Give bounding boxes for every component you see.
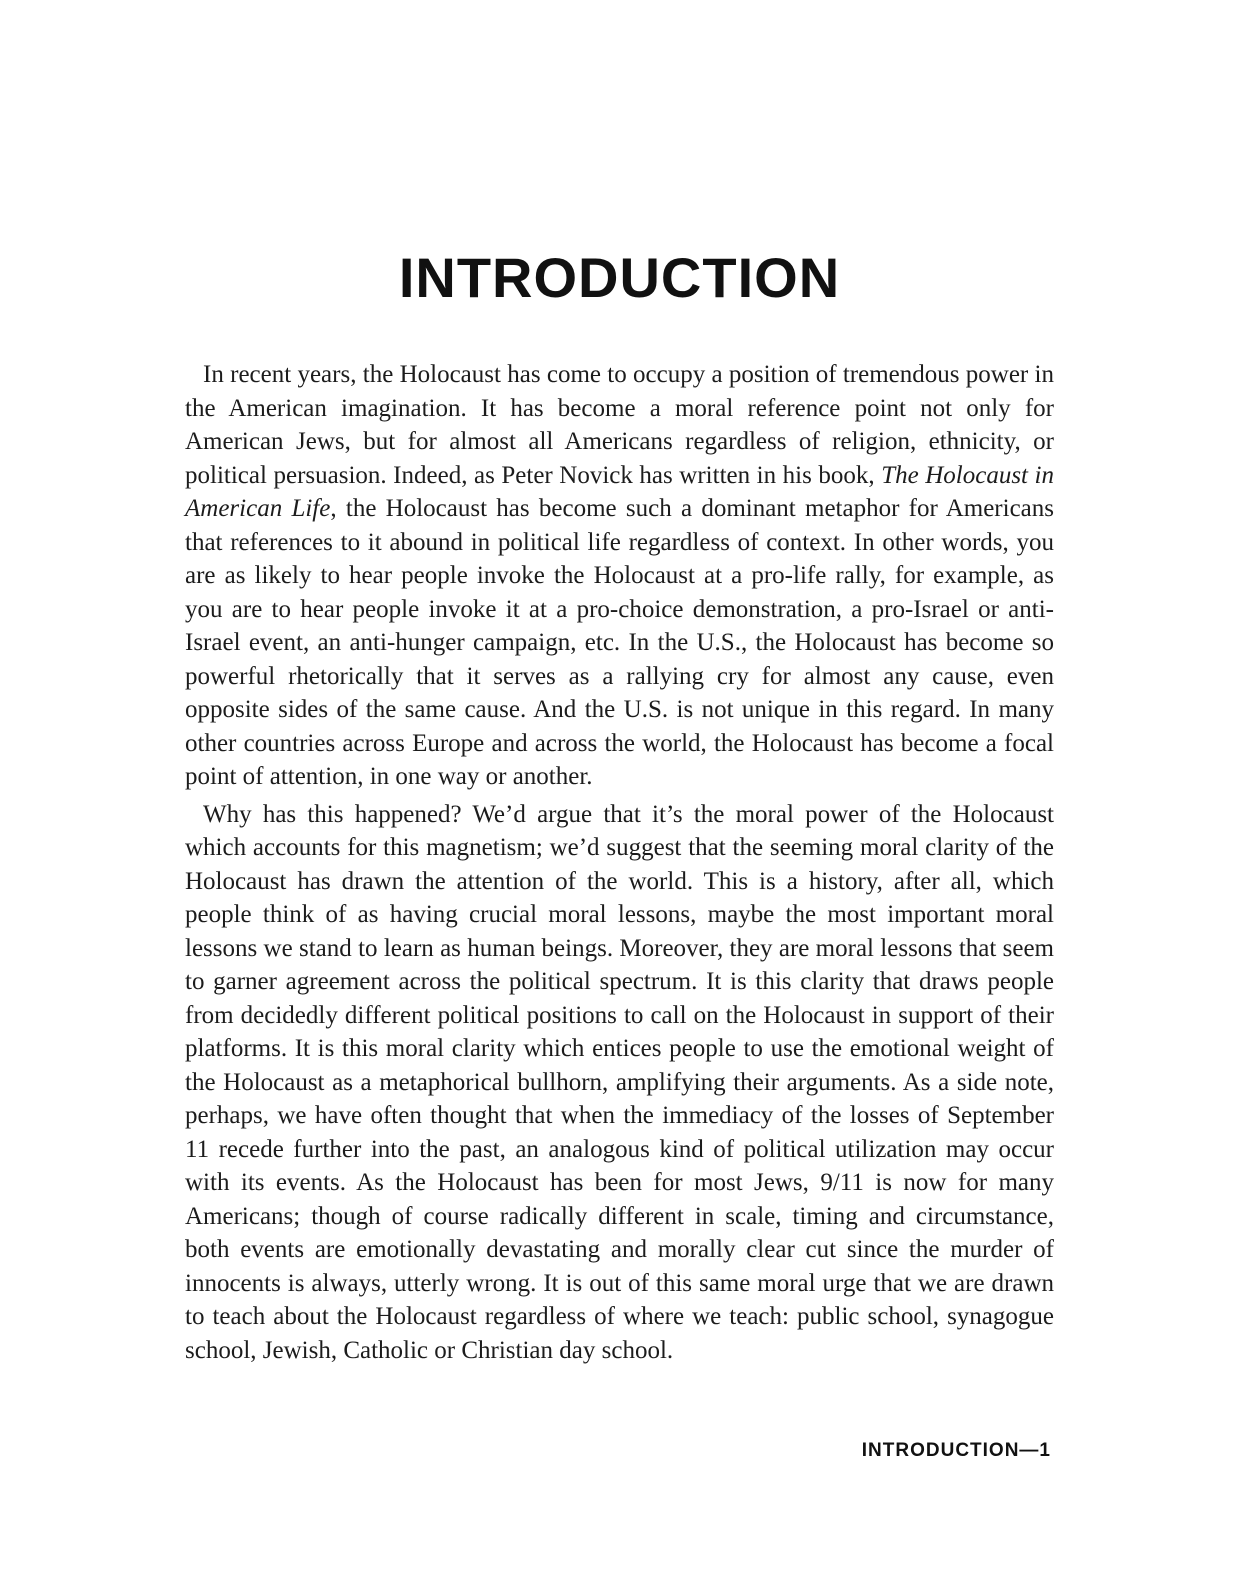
- book-title-italic: The Holocaust in American Life: [185, 461, 1054, 522]
- body-text: [185, 358, 1054, 1367]
- text-segment: , the Holocaust has become such a dominant metaphor for Americans that references to it abound in political life regardless of context. In other words, you are as likely to hear people invoke the Holocaust at a pro-life rally, for example, as you are to hear people invoke it at a pro-choice demonstration, a pro-Israel or anti-Israel event, an anti-hunger campaign, etc. In the U.S., the Holocaust has become so powerful rhetorically that it serves as a rallying cry for almost any cause, even opposite sides of the same cause. And the U.S. is not unique in this regard. In many other countries across Europe and across the world, the Holocaust has become a focal point of attention, in one way or another.: [185, 495, 1055, 790]
- paragraph-1: [185, 358, 1054, 794]
- text-segment: Why has this happened? We’d argue that it’s the moral power of the Holocaust which accounts for this magnetism; we’d suggest that the seeming moral clarity of the Holocaust has drawn the attention of the world. This is a history, after all, which people think of as having crucial moral lessons, maybe the most important moral lessons we stand to learn as human beings. Moreover, they are moral lessons that seem to garner agreement across the political spectrum. It is this clarity that draws people from decidedly different political positions to call on the Holocaust in support of their platforms. It is this moral clarity which entices people to use the emotional weight of the Holocaust as a metaphorical bullhorn, amplifying their arguments. As a side note, perhaps, we have often thought that when the immediacy of the losses of September 11 recede further into the past, an analogous kind of political utilization may occur with its events. As the Holocaust has been for most Jews, 9/11 is now for many Americans; though of course radically different in scale, timing and circumstance, both events are emotionally devastating and morally clear cut since the murder of innocents is always, utterly wrong. It is out of this same moral urge that we are drawn to teach about the Holocaust regardless of where we teach: public school, synagogue school, Jewish, Catholic or Christian day school.: [185, 800, 1054, 1364]
- text-column: [185, 0, 1054, 1371]
- page-title: INTRODUCTION: [398, 246, 841, 309]
- text-segment: In recent years, the Holocaust has come to occupy a position of tremendous power in the American imagination. It has become a moral reference point not only for American Jews, but for almost all Americans regardless of religion, ethnicity, or political persuasion. Indeed, as Peter Novick has written in his book,: [185, 361, 1054, 489]
- running-footer-page-number: INTRODUCTION—1: [861, 1440, 1051, 1461]
- paragraph-2: [185, 798, 1054, 1368]
